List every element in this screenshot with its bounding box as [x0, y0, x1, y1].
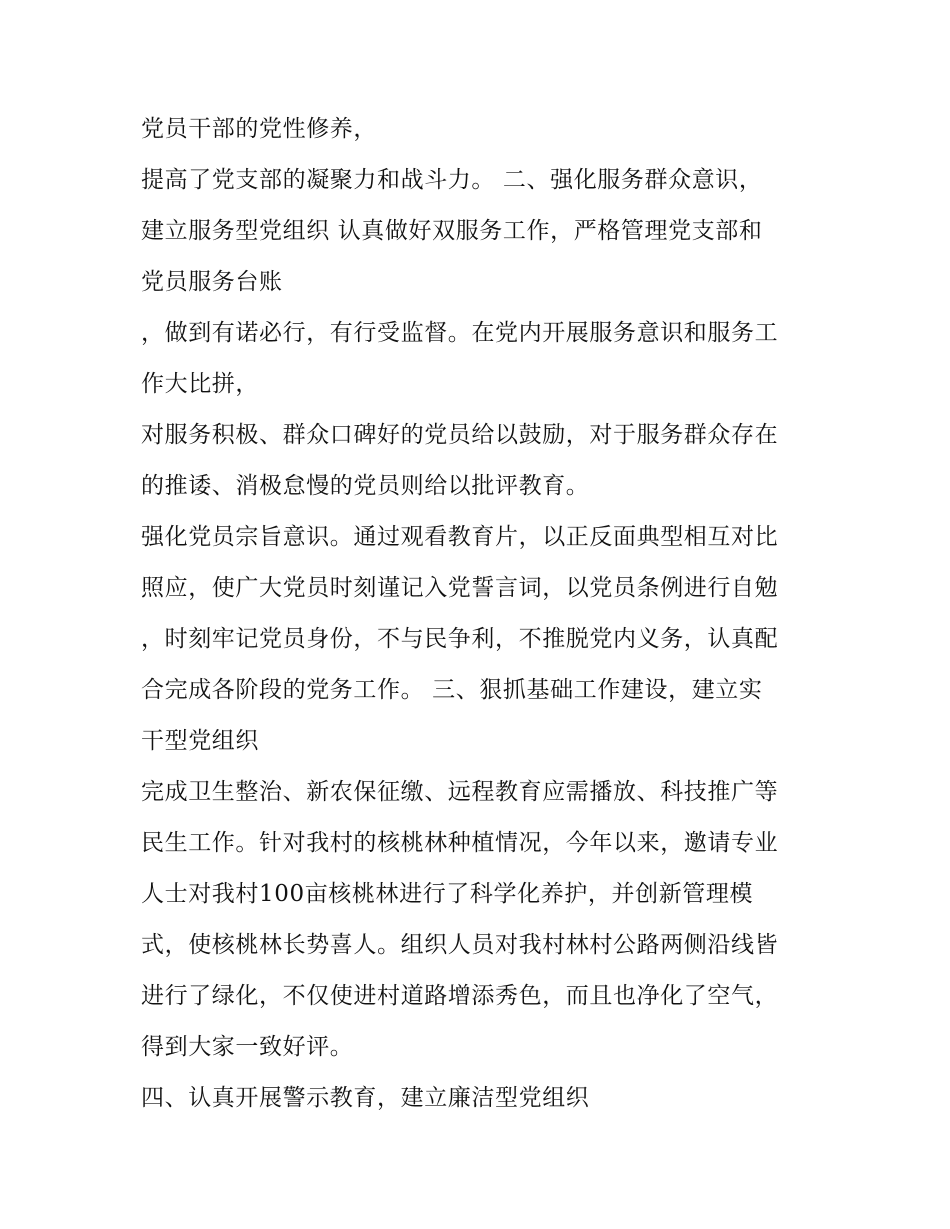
- text-line: 党员干部的党性修养，: [141, 116, 377, 142]
- text-line: 的推诿、消极怠慢的党员则给以批评教育。: [141, 473, 590, 499]
- text-line: 建立服务型党组织 认真做好双服务工作，严格管理党支部和: [141, 218, 763, 244]
- text-line: 完成卫生整治、新农保征缴、远程教育应需播放、科技推广等: [141, 779, 779, 805]
- text-line: 民生工作。针对我村的核桃林种植情况，今年以来，邀请专业: [141, 830, 779, 856]
- text-line: 得到大家一致好评。: [141, 1034, 354, 1060]
- text-line: 合完成各阶段的党务工作。 三、狠抓基础工作建设，建立实: [141, 677, 763, 703]
- section-heading: 四、认真开展警示教育，建立廉洁型党组织: [141, 1085, 590, 1111]
- text-line: 式，使核桃林长势喜人。组织人员对我村林村公路两侧沿线皆: [141, 932, 779, 958]
- text-line: 人士对我村100亩核桃林进行了科学化养护，并创新管理模: [141, 881, 754, 907]
- text-line: 对服务积极、群众口碑好的党员给以鼓励，对于服务群众存在: [141, 422, 779, 448]
- text-line: 提高了党支部的凝聚力和战斗力。 二、强化服务群众意识，: [141, 167, 763, 193]
- text-line: 进行了绿化，不仅使进村道路增添秀色，而且也净化了空气，: [141, 983, 779, 1009]
- text-line: ，时刻牢记党员身份，不与民争利，不推脱党内义务，认真配: [141, 626, 779, 652]
- text-line: 照应，使广大党员时刻谨记入党誓言词，以党员条例进行自勉: [141, 575, 779, 601]
- text-line: 干型党组织: [141, 728, 259, 754]
- text-line: 党员服务台账: [141, 269, 283, 295]
- text-line: 强化党员宗旨意识。通过观看教育片，以正反面典型相互对比: [141, 524, 779, 550]
- text-line: ，做到有诺必行，有行受监督。在党内开展服务意识和服务工: [141, 320, 779, 346]
- text-line: 作大比拼，: [141, 371, 259, 397]
- body-text: [141, 104, 831, 1124]
